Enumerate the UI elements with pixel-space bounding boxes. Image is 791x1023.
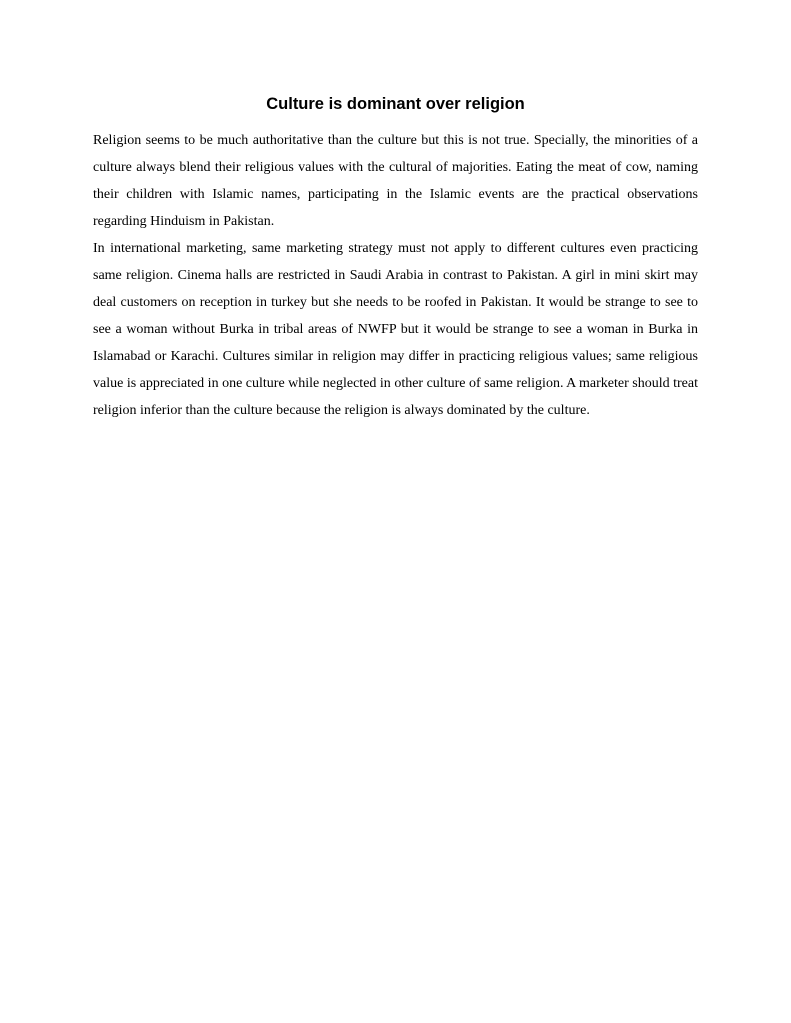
document-title: Culture is dominant over religion (266, 95, 525, 113)
paragraph-2: In international marketing, same marketing strategy must not apply to different cultures even practicing same religion. Cinema halls are restricted in Saudi Arabia in contrast to Pakistan. A girl in mini skirt may deal customers on reception in turkey but she needs to be roofed in Pakistan. It would be strange to see to see a woman without Burka in tribal areas of NWFP but it would be strange to see a woman in Burka in Islamabad or Karachi. Cultures similar in religion may differ in practicing religious values; same religious value is appreciated in one culture while neglected in other culture of same religion. A marketer should treat religion inferior than the culture because the religion is always dominated by the culture. (93, 241, 698, 418)
paragraph-1: Religion seems to be much authoritative than the culture but this is not true. Specially, the minorities of a culture always blend their religious values with the cultural of majorities. Eating the meat of cow, naming their children with Islamic names, participating in the Islamic events are the practical observations regarding Hinduism in Pakistan. (93, 133, 698, 229)
document-body (93, 127, 698, 424)
